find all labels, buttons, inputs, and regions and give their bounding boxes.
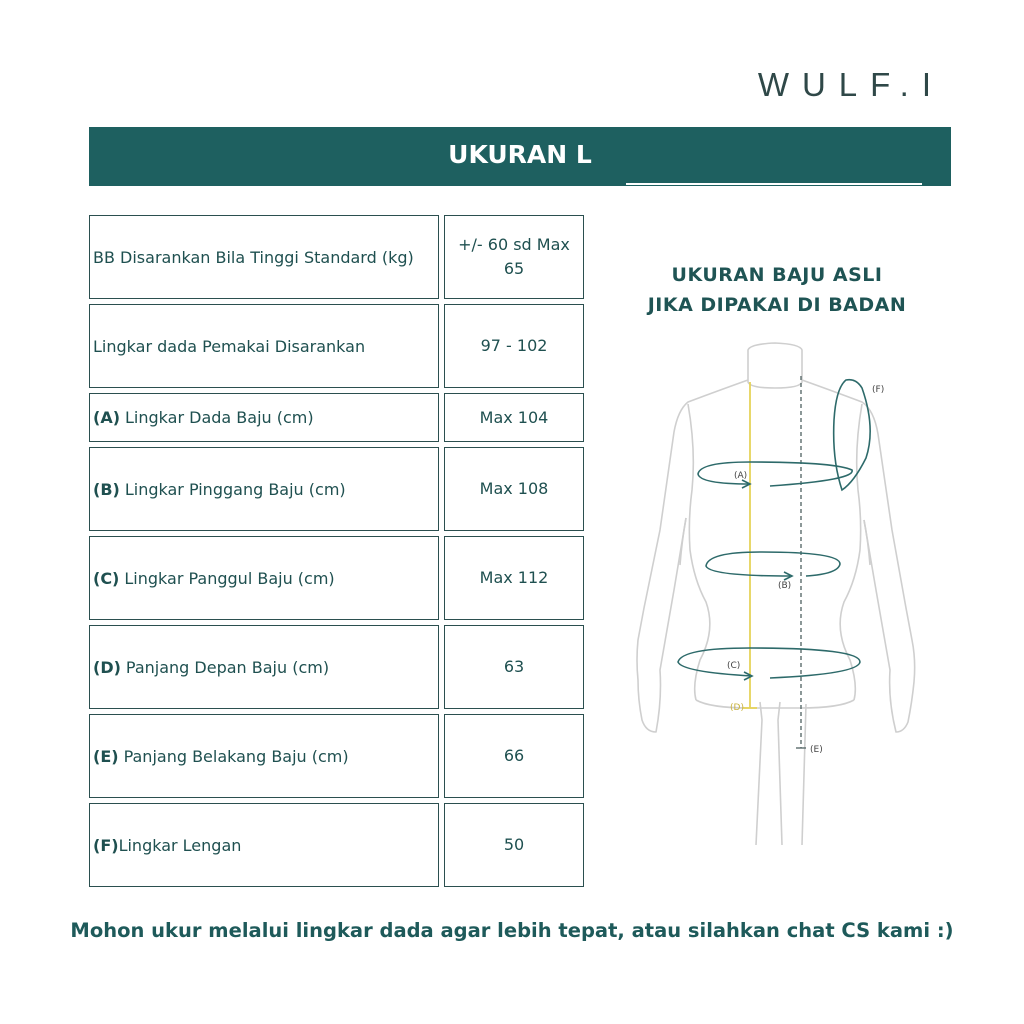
mannequin-arm-inner: [680, 518, 870, 565]
footer-note: Mohon ukur melalui lingkar dada agar lebih tepat, atau silahkan chat CS kami :): [70, 919, 954, 942]
arm-measure-curve: [834, 380, 871, 490]
row-letter: (F): [93, 835, 119, 855]
hip-measure-curve: [678, 648, 860, 678]
label-f: (F): [872, 385, 885, 395]
diagram-heading-line2: JIKA DIPAKAI DI BADAN: [647, 294, 907, 316]
size-banner: [89, 127, 951, 186]
row-value-hip: Max 112: [444, 536, 584, 620]
row-label-front-length: [89, 625, 439, 709]
label-e: (E): [810, 745, 823, 755]
row-letter: (B): [93, 479, 120, 499]
size-title: UKURAN L: [448, 140, 592, 169]
chest-measure-curve: [698, 462, 852, 486]
diagram-heading-line1: UKURAN BAJU ASLI: [671, 264, 883, 286]
row-value-arm: 50: [444, 803, 584, 887]
row-label-text: Lingkar dada Pemakai Disarankan: [93, 336, 366, 356]
mannequin-legs: [756, 702, 806, 845]
row-value-front-length: 63: [444, 625, 584, 709]
row-label-back-length: [89, 714, 439, 798]
row-label-chest: [89, 393, 439, 442]
mannequin-torso-left: [688, 404, 710, 700]
mannequin-hem: [696, 700, 854, 708]
row-label-text: Lingkar Panggul Baju (cm): [124, 568, 335, 588]
row-value-waist: Max 108: [444, 447, 584, 531]
label-c: (C): [727, 661, 741, 671]
mannequin-neck: [748, 343, 802, 388]
row-letter: (E): [93, 746, 119, 766]
row-value-back-length: 66: [444, 714, 584, 798]
row-letter: (D): [93, 657, 121, 677]
row-label-waist: [89, 447, 439, 531]
row-label-text: Panjang Depan Baju (cm): [125, 657, 330, 677]
waist-measure-curve: [706, 552, 840, 576]
row-label-recommended-chest: [89, 304, 439, 388]
row-label-text: BB Disarankan Bila Tinggi Standard (kg): [93, 247, 414, 267]
row-label-arm: [89, 803, 439, 887]
row-letter: (C): [93, 568, 120, 588]
row-label-hip: [89, 536, 439, 620]
row-label-text: Lingkar Dada Baju (cm): [125, 408, 314, 427]
mannequin-diagram: [630, 340, 930, 860]
row-value-recommended-chest: 97 - 102: [444, 304, 584, 388]
banner-underline: [626, 183, 922, 185]
label-a: (A): [734, 471, 748, 481]
label-b: (B): [778, 581, 792, 591]
row-letter: (A): [93, 408, 121, 427]
row-value-weight: +/- 60 sd Max 65: [444, 215, 584, 299]
brand-logo: WULF.I: [757, 66, 944, 103]
row-label-weight: [89, 215, 439, 299]
row-label-text: Panjang Belakang Baju (cm): [123, 746, 349, 766]
row-label-text: Lingkar Lengan: [118, 835, 242, 855]
label-d: (D): [730, 703, 744, 713]
row-value-chest: Max 104: [444, 393, 584, 442]
row-label-text: Lingkar Pinggang Baju (cm): [124, 479, 346, 499]
